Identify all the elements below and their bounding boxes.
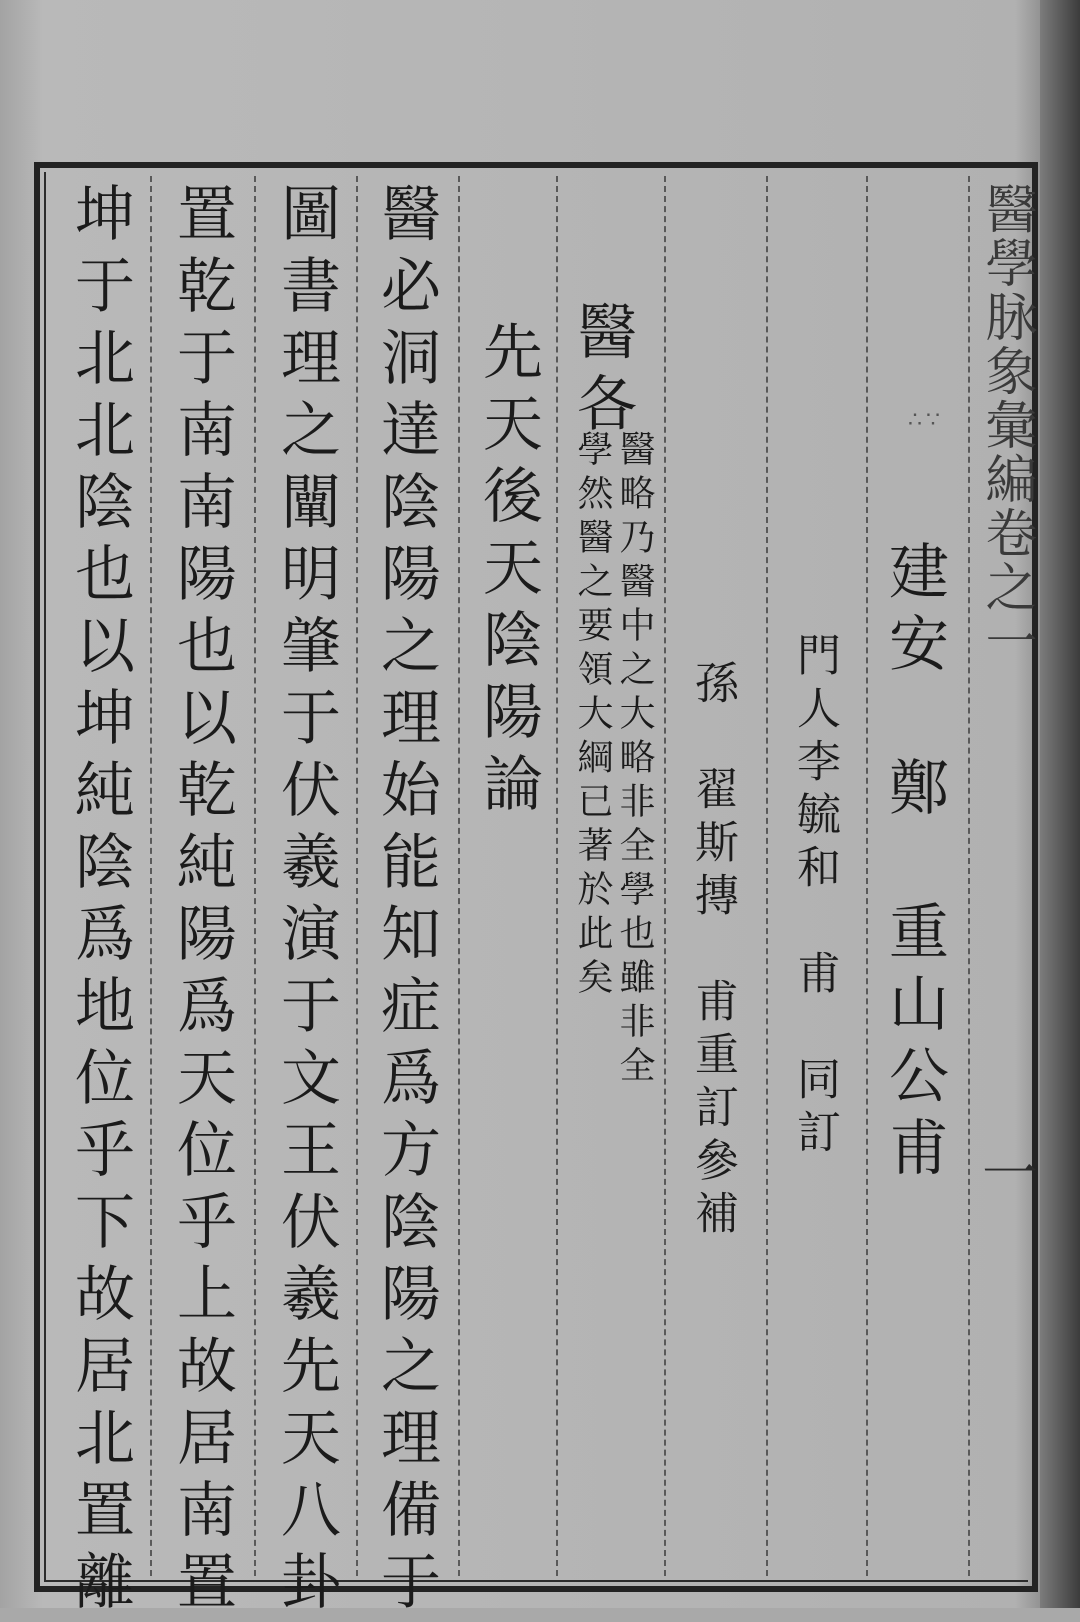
- book-spine: [1040, 0, 1080, 1608]
- column-rule: [356, 176, 358, 1576]
- book-title: 醫學脉象彙編卷之一: [976, 182, 1036, 668]
- credit-disciple: 門人李毓和 甫 同訂: [789, 632, 840, 1162]
- column-rule: [254, 176, 256, 1576]
- credit-grandson: 孫 翟斯摶 甫重訂參補: [687, 660, 738, 1243]
- column-rule: [766, 176, 768, 1576]
- decorative-dots: ∴∵: [908, 408, 944, 433]
- column-rule: [556, 176, 558, 1576]
- preface-heading: 醫各: [567, 300, 637, 444]
- preface-line-left: 學然醫之要領大綱已著於此矣: [572, 430, 613, 1002]
- preface-line-right: 醫略乃醫中之大略非全學也雖非全: [614, 430, 655, 1090]
- body-line: 圖書理之闡明肇于伏羲演于文王伏羲先天八卦: [271, 182, 341, 1622]
- body-line: 醫必洞達陰陽之理始能知症爲方陰陽之理備于: [371, 182, 441, 1622]
- leaf-number: 一: [982, 1142, 1038, 1207]
- column-rule: [664, 176, 666, 1576]
- chapter-title: 先天後天陰陽論: [473, 320, 543, 824]
- column-rule: [866, 176, 868, 1576]
- credit-author: 建安 鄭 重山公甫: [879, 540, 949, 1188]
- body-line: 坤于北北陰也以坤純陰爲地位乎下故居北置離: [65, 182, 135, 1622]
- column-rule: [968, 176, 970, 1576]
- column-rule: [458, 176, 460, 1576]
- body-line: 置乾于南南陽也以乾純陽爲天位乎上故居南置: [167, 182, 237, 1622]
- column-rule: [150, 176, 152, 1576]
